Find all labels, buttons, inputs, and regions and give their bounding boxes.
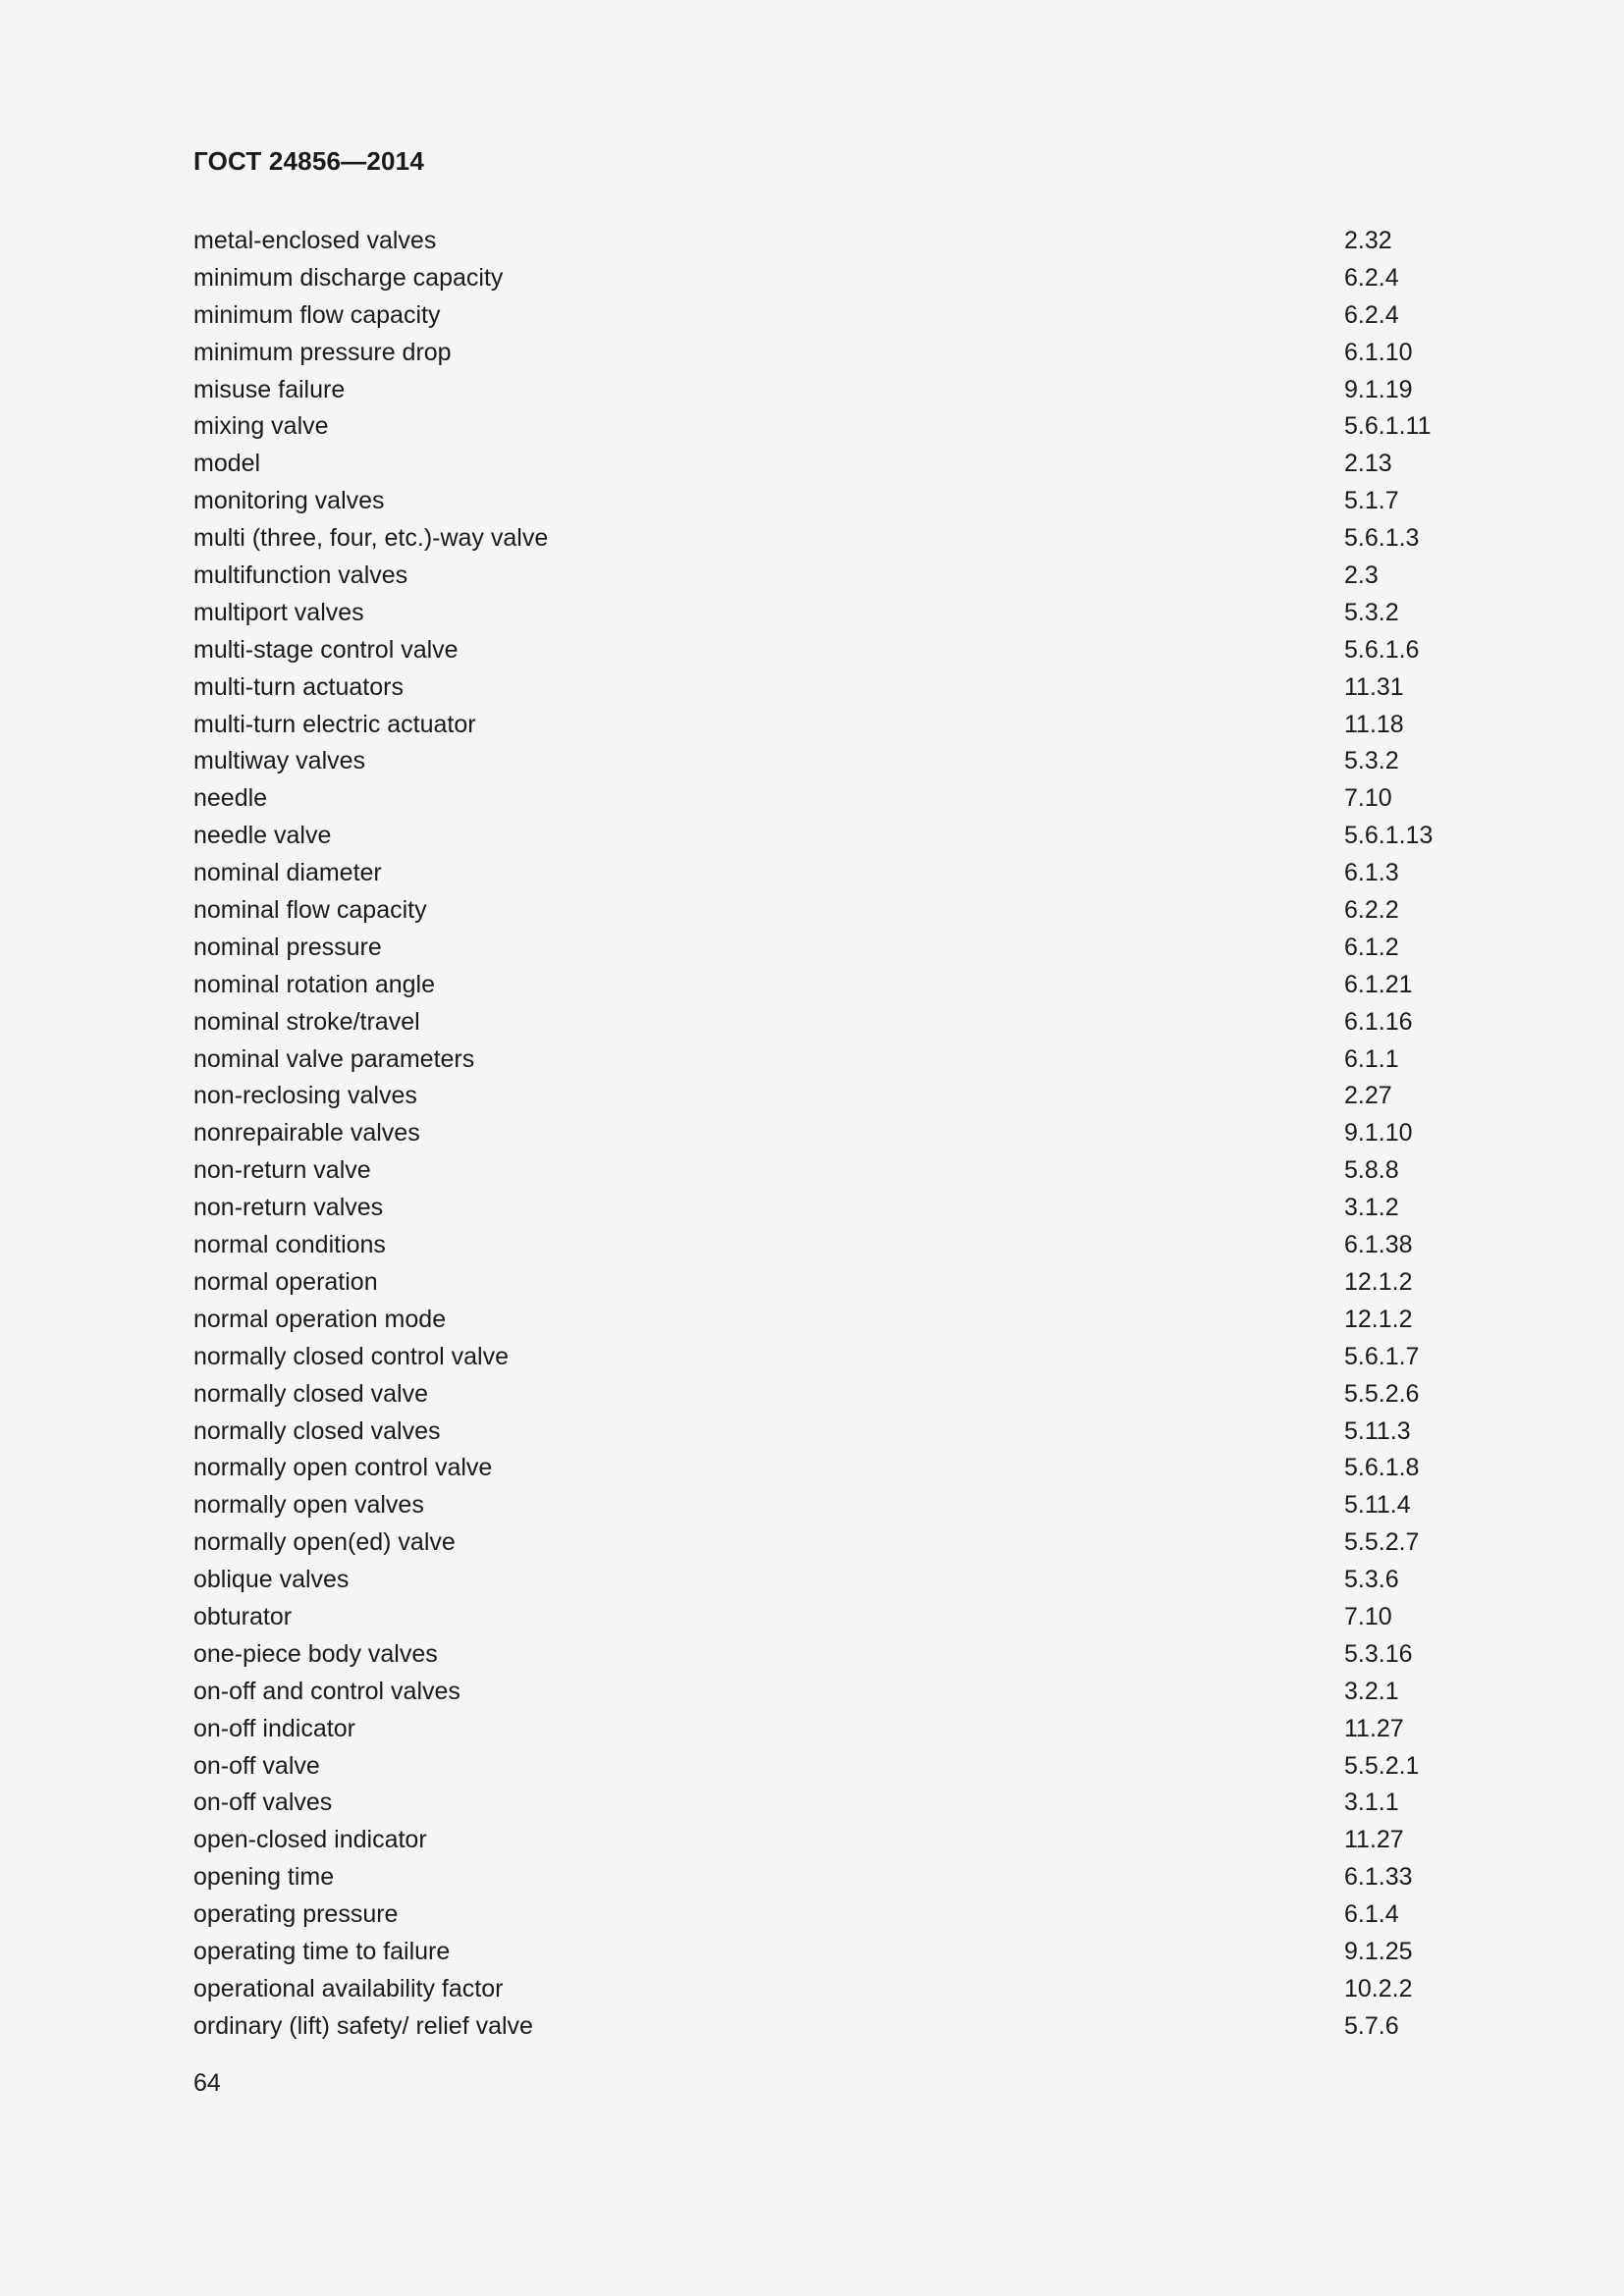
index-entry [193,335,1470,372]
index-term: operating pressure [193,1900,399,1929]
index-entry [193,260,1470,297]
index-section-ref: 2.27 [1344,1082,1392,1110]
index-entry [193,855,1470,892]
index-term: normally closed valve [193,1379,428,1408]
index-entry [193,1711,1470,1748]
index-section-ref: 12.1.2 [1344,1305,1413,1333]
index-term: multi (three, four, etc.)-way valve [193,524,549,553]
index-section-ref: 6.1.1 [1344,1044,1399,1073]
index-entry [193,558,1470,595]
index-section-ref: 11.27 [1344,1826,1404,1854]
index-entry [193,1339,1470,1376]
index-term: minimum discharge capacity [193,263,504,292]
index-term: model [193,450,261,478]
index-section-ref: 5.7.6 [1344,2011,1399,2040]
index-term: normally open(ed) valve [193,1528,456,1557]
index-term: open-closed indicator [193,1826,427,1854]
index-entry [193,669,1470,707]
index-section-ref: 5.11.4 [1344,1491,1411,1520]
index-entry [193,1115,1470,1152]
index-section-ref: 5.5.2.7 [1344,1528,1420,1557]
index-entry [193,1562,1470,1599]
index-term: on-off valve [193,1751,320,1780]
index-entry [193,1599,1470,1636]
index-entry [193,1971,1470,2008]
index-term: non-return valves [193,1194,384,1222]
index-term: metal-enclosed valves [193,227,437,254]
index-term: non-reclosing valves [193,1082,417,1110]
index-entry [193,372,1470,409]
index-entry [193,780,1470,818]
index-term: nominal flow capacity [193,896,427,925]
index-term: obturator [193,1602,293,1630]
index-section-ref: 6.1.21 [1344,970,1413,998]
index-entry [193,1190,1470,1227]
index-term: mixing valve [193,412,329,441]
index-entry [193,1450,1470,1487]
index-entry [193,2008,1470,2046]
index-entry [193,1524,1470,1562]
index-entry [193,967,1470,1004]
index-section-ref: 5.1.7 [1344,487,1399,515]
index-entry [193,892,1470,930]
index-entry [193,1785,1470,1822]
index-term: nominal diameter [193,859,382,887]
index-term: normally closed valves [193,1416,441,1445]
index-entry [193,1078,1470,1115]
index-term: normally open control valve [193,1454,493,1482]
index-section-ref: 5.3.2 [1344,598,1399,626]
index-entry [193,707,1470,744]
term-index-list [193,223,1470,2046]
index-term: normal operation mode [193,1305,447,1333]
index-term: operating time to failure [193,1937,451,1965]
index-term: normally closed control valve [193,1342,509,1370]
page-number: 64 [193,2069,221,2097]
index-entry [193,1264,1470,1302]
index-term: nominal valve parameters [193,1044,475,1073]
index-section-ref: 5.6.1.8 [1344,1454,1420,1482]
index-section-ref: 5.6.1.3 [1344,524,1420,553]
index-term: nominal rotation angle [193,970,435,998]
index-term: minimum pressure drop [193,338,452,366]
index-term: multi-stage control valve [193,635,459,664]
index-term: normal conditions [193,1231,386,1259]
index-section-ref: 5.6.1.6 [1344,635,1420,664]
index-term: non-return valve [193,1156,371,1185]
index-term: on-off indicator [193,1714,355,1742]
index-section-ref: 6.1.10 [1344,338,1413,366]
index-entry [193,1414,1470,1451]
index-entry [193,930,1470,967]
index-section-ref: 11.31 [1344,672,1404,701]
index-section-ref: 5.3.6 [1344,1566,1399,1594]
index-section-ref: 5.6.1.13 [1344,822,1434,850]
index-entry [193,632,1470,669]
index-term: normal operation [193,1267,378,1296]
index-term: nonrepairable valves [193,1119,420,1148]
index-term: opening time [193,1863,335,1892]
index-section-ref: 2.13 [1344,450,1392,478]
index-entry [193,1822,1470,1859]
index-section-ref: 6.1.4 [1344,1900,1399,1929]
index-term: operational availability factor [193,1974,504,2002]
index-section-ref: 5.6.1.7 [1344,1342,1420,1370]
index-section-ref: 6.2.2 [1344,896,1399,925]
index-entry [193,1636,1470,1674]
index-entry [193,408,1470,446]
index-section-ref: 7.10 [1344,784,1392,813]
index-term: oblique valves [193,1566,350,1594]
index-entry [193,1041,1470,1079]
index-section-ref: 3.1.1 [1344,1789,1399,1817]
index-term: multiway valves [193,747,366,775]
index-term: needle valve [193,822,332,850]
index-section-ref: 9.1.10 [1344,1119,1413,1148]
index-section-ref: 3.2.1 [1344,1677,1399,1705]
index-term: monitoring valves [193,487,385,515]
index-entry [193,1934,1470,1971]
index-term: multi-turn actuators [193,672,404,701]
index-term: ordinary (lift) safety/ relief valve [193,2011,533,2040]
index-entry [193,743,1470,780]
index-entry [193,1152,1470,1190]
index-term: multi-turn electric actuator [193,710,476,738]
index-entry [193,520,1470,558]
index-section-ref: 5.5.2.6 [1344,1379,1420,1408]
index-term: nominal stroke/travel [193,1007,420,1036]
index-section-ref: 9.1.25 [1344,1937,1413,1965]
index-section-ref: 6.1.33 [1344,1863,1413,1892]
index-entry [193,1227,1470,1264]
index-entry [193,1859,1470,1896]
index-section-ref: 6.1.3 [1344,859,1399,887]
index-section-ref: 5.3.16 [1344,1639,1413,1668]
index-term: needle [193,784,268,813]
index-term: one-piece body valves [193,1639,438,1668]
index-term: misuse failure [193,375,346,403]
index-section-ref: 5.11.3 [1344,1416,1411,1445]
index-entry [193,446,1470,483]
index-term: on-off valves [193,1789,333,1817]
index-entry [193,223,1470,260]
index-section-ref: 5.8.8 [1344,1156,1399,1185]
index-term: minimum flow capacity [193,300,441,329]
index-section-ref: 5.3.2 [1344,747,1399,775]
index-section-ref: 5.5.2.1 [1344,1751,1420,1780]
index-section-ref: 6.2.4 [1344,300,1399,329]
index-term: on-off and control valves [193,1677,460,1705]
index-entry [193,595,1470,632]
index-entry [193,1748,1470,1786]
index-section-ref: 9.1.19 [1344,375,1413,403]
index-entry [193,1004,1470,1041]
index-section-ref: 3.1.2 [1344,1194,1399,1222]
index-entry [193,818,1470,855]
index-section-ref: 10.2.2 [1344,1974,1413,2002]
index-section-ref: 5.6.1.11 [1344,412,1432,441]
index-section-ref: 6.1.38 [1344,1231,1413,1259]
index-entry [193,1376,1470,1414]
index-entry [193,1302,1470,1339]
index-section-ref: 2.32 [1344,227,1392,254]
index-entry [193,483,1470,520]
index-section-ref: 11.18 [1344,710,1404,738]
index-entry [193,1487,1470,1524]
index-entry [193,297,1470,335]
index-section-ref: 2.3 [1344,561,1379,590]
index-term: nominal pressure [193,933,382,961]
index-section-ref: 6.2.4 [1344,263,1399,292]
index-term: multifunction valves [193,561,408,590]
index-section-ref: 6.1.16 [1344,1007,1413,1036]
index-term: multiport valves [193,598,364,626]
index-entry [193,1896,1470,1934]
index-section-ref: 12.1.2 [1344,1267,1413,1296]
index-term: normally open valves [193,1491,424,1520]
document-header: ГОСТ 24856—2014 [193,146,424,176]
index-section-ref: 7.10 [1344,1602,1392,1630]
index-section-ref: 6.1.2 [1344,933,1399,961]
index-entry [193,1674,1470,1711]
index-section-ref: 11.27 [1344,1714,1404,1742]
